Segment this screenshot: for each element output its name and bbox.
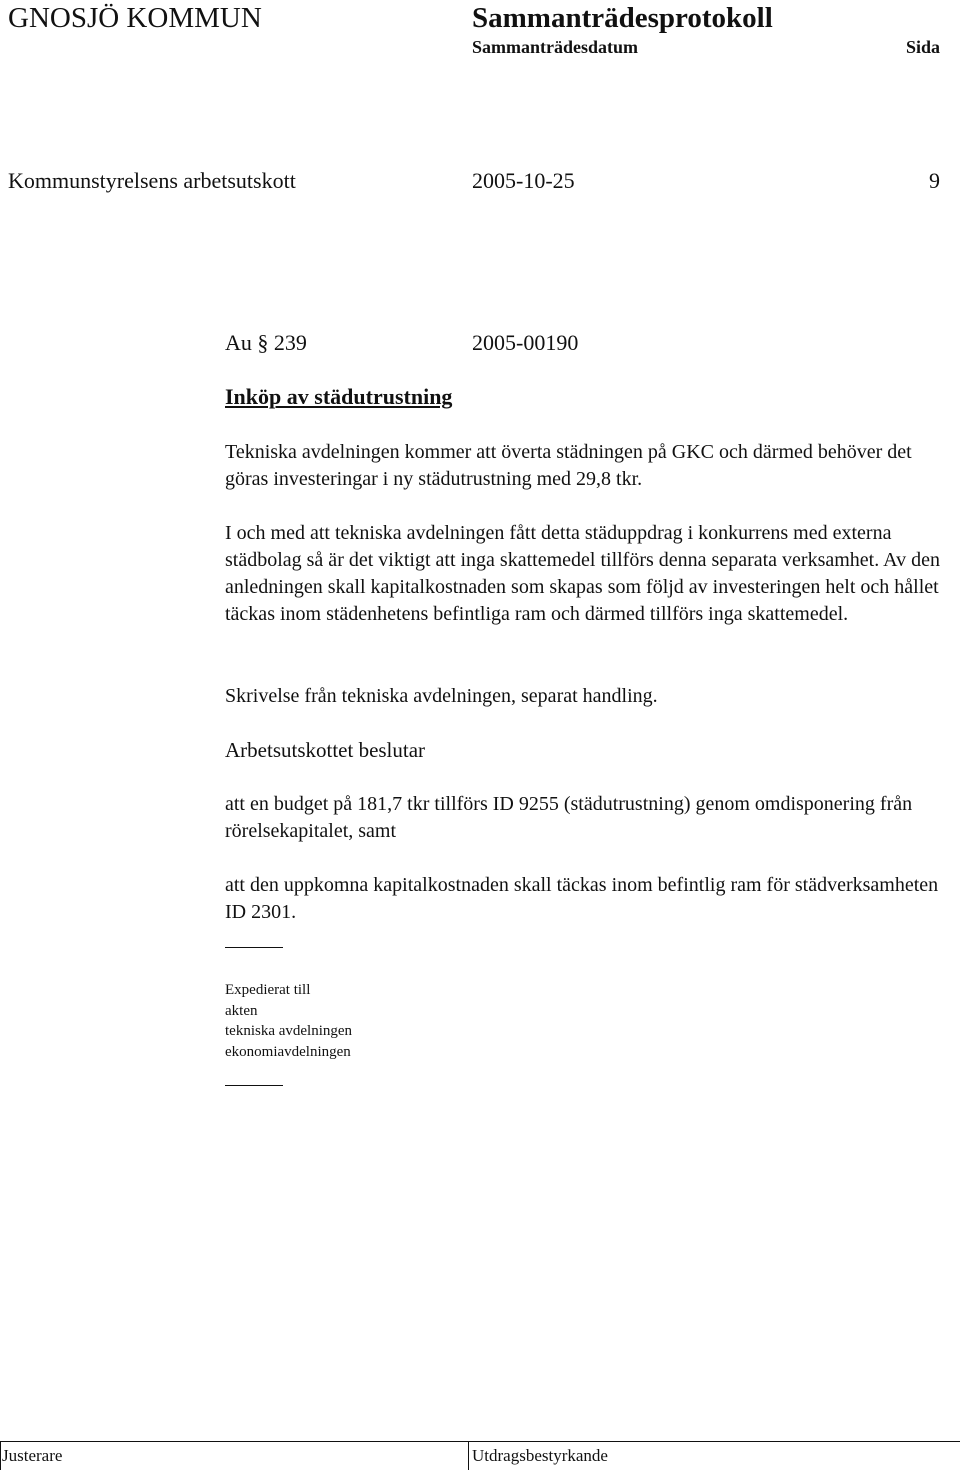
paragraph-reference: Skrivelse från tekniska avdelningen, separat handling. [225, 685, 658, 707]
recipient: ekonomiavdelningen [225, 1043, 351, 1060]
case-paragraph: Au § 239 [225, 330, 307, 355]
paragraph-financing: I och med att tekniska avdelningen fått detta städuppdrag i konkurrens med externa städbolag så är det viktigt att inga skattemedel tillförs denna separata verksamhet. Av den anledningen skall kapitalkostnaden som skapas som följd av investeringen helt och hållet täckas inom städenhetens befintliga ram och därmed tillförs inga skattemedel. [225, 522, 940, 625]
organization-name: GNOSJÖ KOMMUN [8, 2, 262, 34]
footer-divider [0, 1441, 1, 1470]
separator-line [225, 947, 283, 948]
meeting-date-label: Sammanträdesdatum [472, 37, 639, 57]
footer-adjuster-label: Justerare [2, 1446, 63, 1465]
page-label: Sida [905, 37, 940, 57]
meeting-body: Kommunstyrelsens arbetsutskott [8, 168, 296, 193]
recipient: akten [225, 1002, 258, 1019]
decision-heading: Arbetsutskottet beslutar [225, 738, 426, 762]
recipient: tekniska avdelningen [225, 1023, 353, 1039]
document-type: Sammanträdesprotokoll [472, 2, 773, 34]
footer-certification-label: Utdragsbestyrkande [472, 1446, 608, 1465]
meeting-date: 2005-10-25 [472, 168, 575, 193]
footer-rule [0, 1441, 960, 1442]
decision-item: att en budget på 181,7 tkr tillförs ID 9255 (städutrustning) genom omdisponering från rörelsekapitalet, samt [225, 793, 913, 842]
page-number: 9 [929, 168, 940, 193]
expedited-label: Expedierat till [225, 982, 311, 998]
expedited-list [225, 980, 352, 1062]
paragraph-background: Tekniska avdelningen kommer att överta städningen på GKC och därmed behöver det göras investeringar i ny städutrustning med 29,8 tkr. [225, 441, 912, 490]
separator-line [225, 1085, 283, 1086]
footer-divider [468, 1441, 469, 1470]
case-title: Inköp av städutrustning [225, 384, 453, 409]
diary-number: 2005-00190 [472, 330, 579, 355]
decision-item: att den uppkomna kapitalkostnaden skall täckas inom befintlig ram för städverksamheten ID 2301. [225, 874, 939, 923]
